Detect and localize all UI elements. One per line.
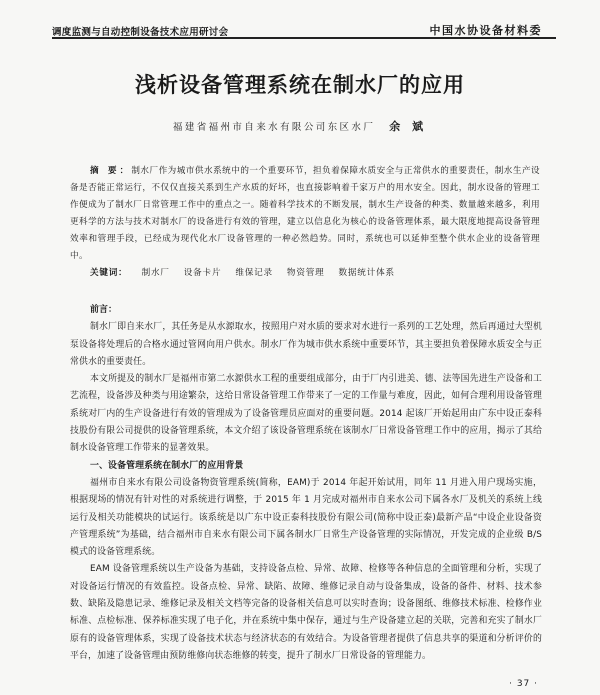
keywords-label: 关键词： [90,268,128,278]
paragraph: 制水厂即自来水厂，其任务是从水源取水，按照用户对水质的要求对水进行一系列的工艺处理，然后再通过大型机泵设备将处理后的合格水通过管网向用户供水。制水厂作为城市供水系统中重要环节，其主要担负着保障水质安全与正常供水的重要责任。 [70,322,542,367]
paragraph: EAM 设备管理系统以生产设备为基础，支持设备点检、异常、故障、检修等各种信息的全面管理和分析，实现了对设备运行情况的有效监控。设备点检、异常、缺陷、故障、维修记录自动与设备集成，设备的备件、材料、技术参数、缺陷及隐患记录、维修记录及相关文档等完备的设备相关信息可以实时查询；设备图纸、维修技术标准、检修作业标准、点检标准、保养标准实现了电子化，并在系统中集中保存，通过与生产设备建立起的关联，完善和充实了制水厂原有的设备管理体系，实现了设备技术状态与经济状态的有效结合。为设备管理者提供了信息共享的渠道和分析评价的平台，加速了设备管理由预防维修向状态维修的转变，提升了制水厂日常设备的管理能力。 [70,564,542,661]
header-rule [52,37,556,39]
abstract-text: 制水厂作为城市供水系统中的一个重要环节，担负着保障水质安全与正常供水的重要责任，制水生产设备是否能正常运行，不仅仅直接关系到生产水质的好坏，也直接影响着千家万户的用水安全。因此，制水设备的管理工作便成为了制水厂日常管理工作中的重点之一。随着科学技术的不断发展，制水生产设备的种类、数量越来越多，利用更科学的方法与技术对制水厂的设备进行有效的管理，建立以信息化为核心的设备管理体系，最大限度地提高设备管理效率和管理手段，已经成为现代化水厂设备管理的一种必然趋势。同时，系统也可以延伸至整个供水企业的设备管理中。 [70,166,540,261]
abstract [70,163,540,265]
paragraph: 本文所提及的制水厂是福州市第二水源供水工程的重要组成部分，由于厂内引进美、德、法等国先进生产设备和工艺流程，设备涉及种类与用途繁杂，这给日常设备管理工作带来了一定的工作量与难度，因此，如何合理利用设备管理系统对厂内的生产设备进行有效的管理成为了设备管理员应面对的重要问题。2014 起该厂开始起用由广东中设正泰科技股份有限公司提供的设备管理系统，本文介绍了该设备管理系统在该制水厂日常设备管理工作中的应用，揭示了其给制水设备管理工作带来的显著效果。 [70,374,542,454]
author-line [0,118,600,134]
keyword: 制水厂 [141,268,170,278]
author-affiliation: 福建省福州市自来水有限公司东区水厂 [172,122,376,133]
paragraph: 福州市自来水有限公司设备物资管理系统(简称，EAM)于 2014 年起开始试用，同年 11 月进入用户现场实施，根据现场的情况有针对性的对系统进行调整，于 2015 年 1 月完成对福州市自来水公司下属各水厂及机关的系统上线运行及相关功能模块的试运行。该系统是以广东中设正泰科技股份有限公司(简称中设正泰)最新产品“中设企业设备资产管理系统”为基础，结合福州市自来水有限公司下属各制水厂日常生产设备管理的实际情况，开发完成的企业级 B/S 模式的设备管理系统。 [70,477,542,558]
paper-title: 浅析设备管理系统在制水厂的应用 [135,72,465,97]
author-name: 余 斌 [389,120,428,133]
body-text [70,302,542,665]
header-conference-title: 调度监测与自动控制设备技术应用研讨会 [52,27,229,38]
keyword: 维保记录 [235,268,273,278]
running-header [0,0,600,40]
header-organization: 中国水协设备材料委 [429,24,542,37]
keyword: 物资管理 [286,268,325,278]
page-number: · 37 · [509,679,538,689]
preface-heading: 前言： [90,305,118,315]
keyword: 设备卡片 [183,268,222,278]
keyword: 数据统计体系 [338,268,395,278]
section-heading: 一、设备管理系统在制水厂的应用背景 [90,460,244,471]
abstract-label: 摘 要： [90,166,132,176]
keywords [90,266,395,278]
